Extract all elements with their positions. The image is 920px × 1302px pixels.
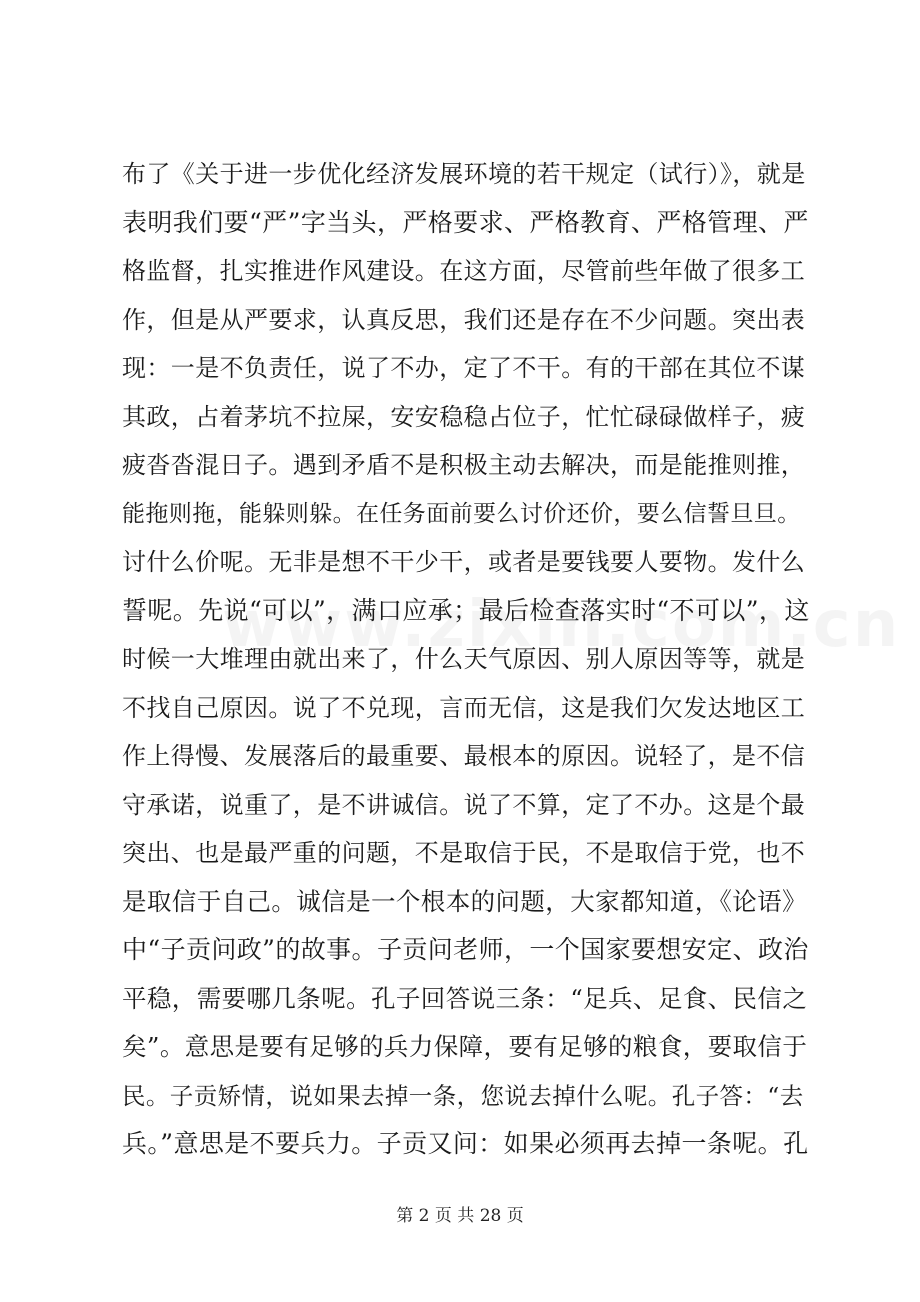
text-line: 格监督，扎实推进作风建设。在这方面，尽管前些年做了很多工 [122,257,806,285]
body-text [122,150,812,1169]
text-line: 讨什么价呢。无非是想不干少干，或者是要钱要人要物。发什么 [122,548,806,576]
text-line: 时候一大堆理由就出来了，什么天气原因、别人原因等等，就是 [122,645,806,673]
page-footer: 第 2 页 共 28 页 [396,1206,524,1226]
text-line: 平稳，需要哪几条呢。孔子回答说三条：“足兵、足食、民信之 [122,983,808,1013]
text-line: 民。子贡矫情，说如果去掉一条，您说去掉什么呢。孔子答：“去 [122,1081,804,1110]
text-line: 现：一是不负责任，说了不办，定了不干。有的干部在其位不谋 [122,354,806,382]
text-line: 作，但是从严要求，认真反思，我们还是存在不少问题。突出表 [122,305,806,334]
text-line: 能拖则拖，能躲则躲。在任务面前要么讨价还价，要么信誓旦旦。 [122,500,801,527]
text-line: 矣”。意思是要有足够的兵力保障，要有足够的粮食，要取信于 [122,1032,808,1061]
text-line: 突出、也是最严重的问题，不是取信于民，不是取信于党，也不 [122,839,806,867]
text-line: 表明我们要“严”字当头，严格要求、严格教育、严格管理、严 [122,207,809,237]
text-line: 布了《关于进一步优化经济发展环境的若干规定（试行）》，就是 [122,160,806,188]
text-line: 中“子贡问政”的故事。子贡问老师，一个国家要想安定、政治 [122,935,809,964]
text-line: 其政，占着茅坑不拉屎，安安稳稳占位子，忙忙碌碌做样子，疲 [122,402,806,431]
text-line: 作上得慢、发展落后的最重要、最根本的原因。说轻了，是不信 [122,742,806,770]
text-line: 兵。”意思是不要兵力。子贡又问：如果必须再去掉一条呢。孔 [122,1129,809,1158]
text-line: 不找自己原因。说了不兑现，言而无信，这是我们欠发达地区工 [122,693,806,722]
text-line: 守承诺，说重了，是不讲诚信。说了不算，定了不办。这是个最 [122,790,806,819]
text-line: 是取信于自己。诚信是一个根本的问题，大家都知道，《论语》 [122,886,807,916]
text-line: 疲沓沓混日子。遇到矛盾不是积极主动去解决，而是能推则推， [122,451,806,479]
text-line: 誓呢。先说“可以”，满口应承；最后检查落实时“不可以”，这 [122,595,810,625]
